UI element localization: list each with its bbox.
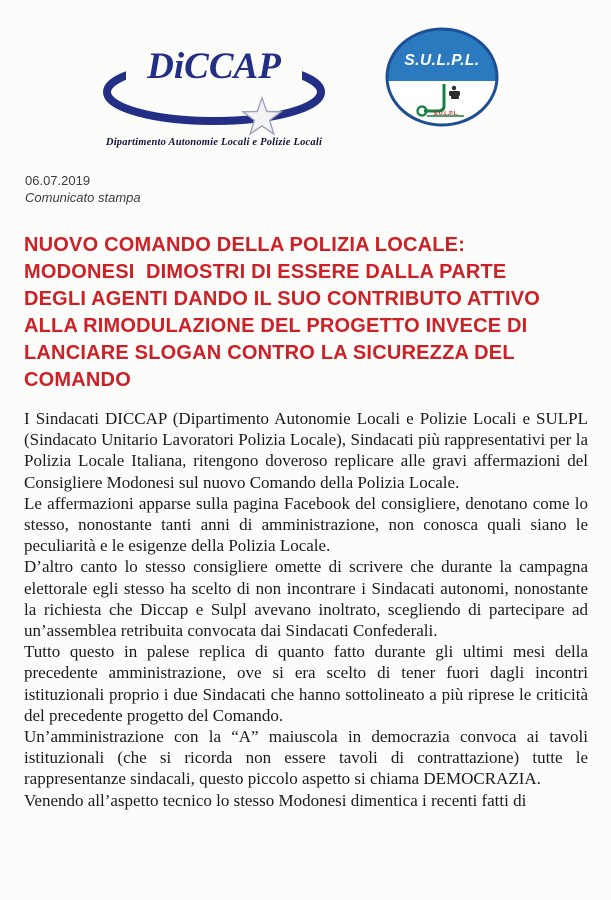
headline-line: NUOVO COMANDO DELLA POLIZIA LOCALE: bbox=[24, 234, 466, 256]
diccap-logo bbox=[90, 32, 338, 148]
date: 06.07.2019 bbox=[25, 173, 91, 188]
headline-line: LANCIARE SLOGAN CONTRO LA SICUREZZA DEL bbox=[24, 342, 515, 364]
body-paragraph: Tutto questo in palese replica di quanto fatto durante gli ultimi mesi della precedente amministrazione, ove si era scelto di tener fuori dagli incontri istituzionali proprio i due Sindacati che hanno sottolineato a più riprese le criticità del precedente progetto del Comando. bbox=[24, 642, 588, 725]
body-paragraph: D’altro canto lo stesso consigliere omette di scrivere che durante la campagna elettorale egli stesso ha scelto di non incontrare i Sindacati autonomi, nonostante la richiesta che Diccap e Sulpl avevano inoltrato, scegliendo di partecipare ad un’assemblea retribuita convocata dai Sindacati Confederali. bbox=[24, 557, 588, 641]
body-text bbox=[24, 408, 588, 811]
diccap-swoosh-icon bbox=[90, 32, 338, 136]
diccap-wordmark: DiCCAP bbox=[147, 46, 281, 87]
headline bbox=[24, 232, 589, 394]
headline-line: ALLA RIMODULAZIONE DEL PROGETTO INVECE DI bbox=[24, 315, 528, 337]
body-paragraph: Le affermazioni apparse sulla pagina Facebook del consigliere, denotano come lo stesso, nonostante tanti anni di amministrazione, non conosca quali siano le peculiarità e le esigenze della Polizia Locale. bbox=[24, 493, 588, 556]
meta-block bbox=[25, 172, 611, 206]
diccap-caption: Dipartimento Autonomie Locali e Polizie Locali bbox=[105, 137, 323, 148]
sulpl-badge-icon bbox=[384, 26, 500, 128]
header-logos bbox=[0, 0, 611, 150]
diccap-star-icon bbox=[243, 98, 281, 134]
headline-line: COMANDO bbox=[24, 369, 131, 391]
body-paragraph: Venendo all’aspetto tecnico lo stesso Modonesi dimentica i recenti fatti di bbox=[24, 790, 527, 810]
sulpl-logo bbox=[384, 26, 500, 128]
sulpl-emblem-caption: S.U.L.P.L. bbox=[433, 111, 459, 117]
body-paragraph: Un’amministrazione con la “A” maiuscola in democrazia convoca ai tavoli istituzionali (che si ricorda non essere tavoli di contrattazione) tutte le rappresentanze sindacali, questo piccolo aspetto si chiama DEMOCRAZIA. bbox=[24, 727, 588, 789]
doc-type-label: Comunicato stampa bbox=[25, 190, 141, 205]
body-paragraph: I Sindacati DICCAP (Dipartimento Autonomie Locali e Polizie Locali e SULPL (Sindacato Unitario Lavoratori Polizia Locale), Sindacati più rappresentativi per la Polizia Locale Italiana, ritengono doveroso replicare alle gravi affermazioni del Consigliere Modonesi sul nuovo Comando della Polizia Locale. bbox=[24, 409, 588, 492]
headline-line: DEGLI AGENTI DANDO IL SUO CONTRIBUTO ATTIVO bbox=[24, 288, 541, 310]
sulpl-wordmark: S.U.L.P.L. bbox=[404, 52, 480, 69]
headline-line: MODONESI DIMOSTRI DI ESSERE DALLA PARTE bbox=[24, 261, 507, 283]
